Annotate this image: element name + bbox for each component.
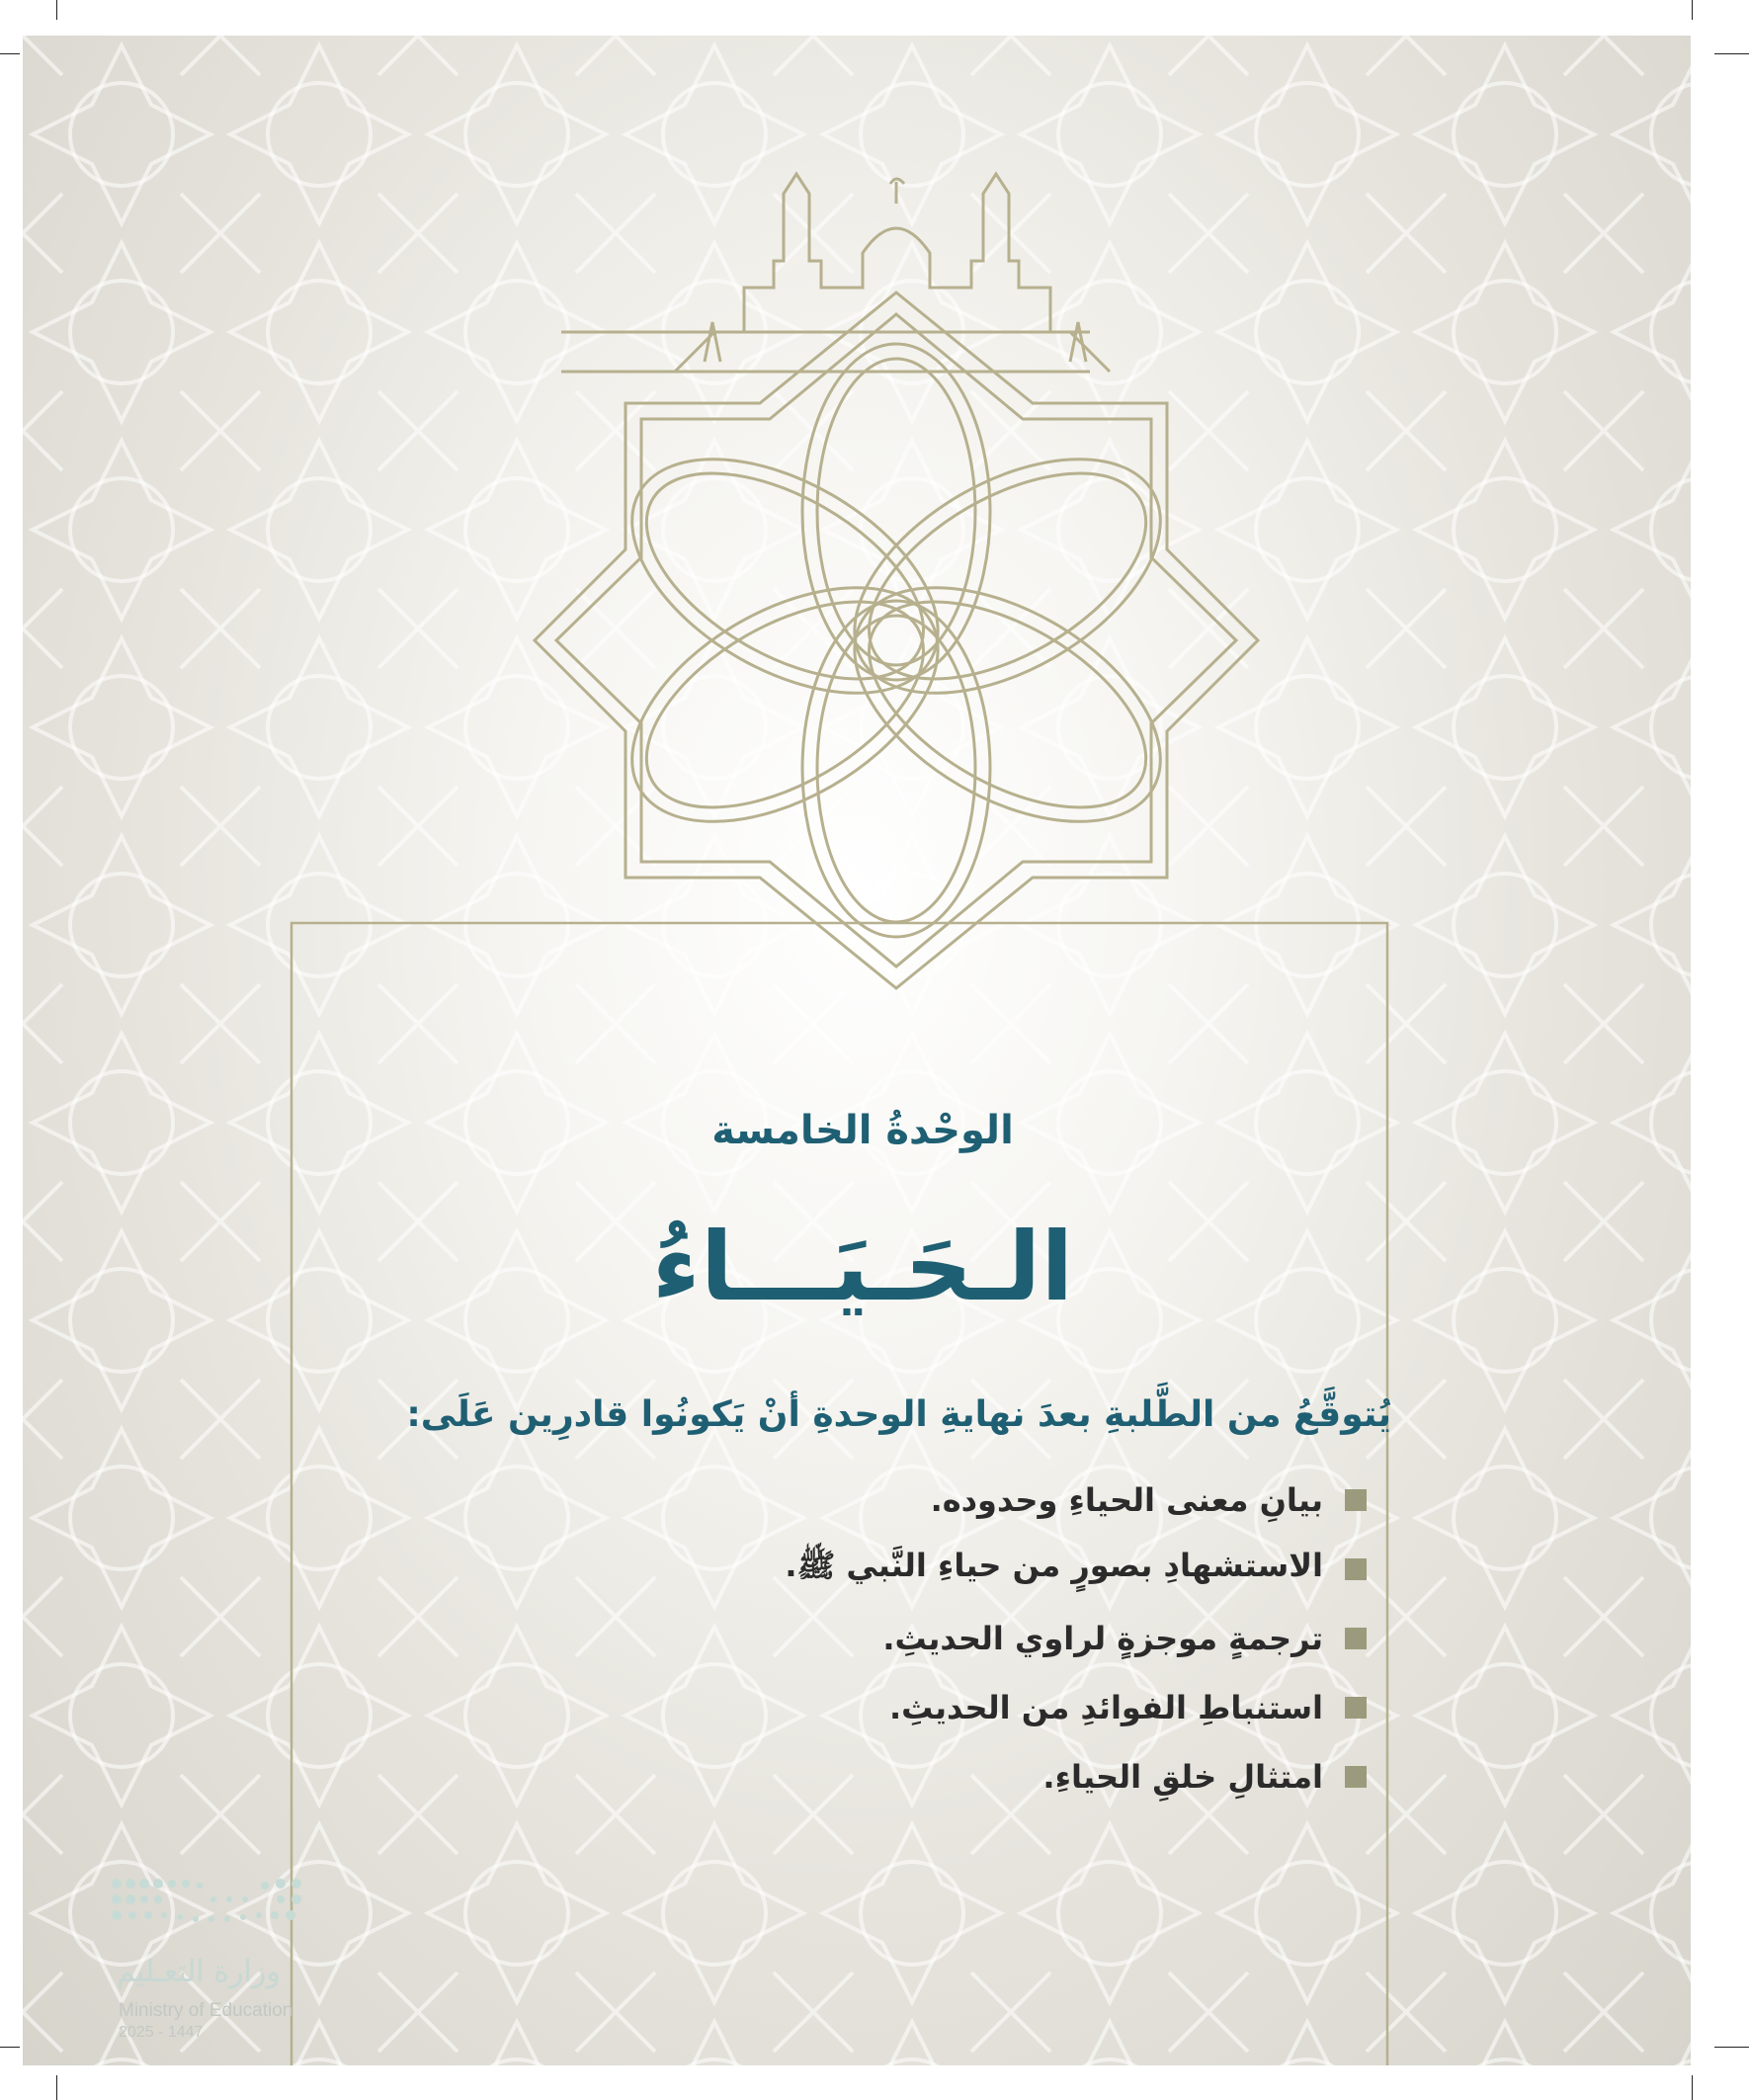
objective-text: الاستشهادِ بصورٍ من حياءِ النَّبي ﷺ. bbox=[785, 1547, 1323, 1584]
trim-mark-bottom-right-v bbox=[1692, 2075, 1693, 2100]
trim-mark-top-left-h bbox=[0, 53, 20, 54]
square-bullet-icon bbox=[1345, 1628, 1367, 1649]
trim-mark-bottom-left-v bbox=[56, 2075, 57, 2100]
objective-item bbox=[497, 1750, 1367, 1804]
square-bullet-icon bbox=[1345, 1766, 1367, 1788]
ministry-name-english: Ministry of Education bbox=[119, 2000, 293, 2021]
trim-mark-top-right-v bbox=[1692, 0, 1693, 20]
objective-item bbox=[497, 1473, 1367, 1527]
ministry-name-arabic: وزارة التعـليم bbox=[117, 1955, 281, 1989]
ministry-dot-logo-icon bbox=[97, 1874, 324, 1933]
objective-item bbox=[497, 1612, 1367, 1665]
trim-mark-bottom-left-h bbox=[0, 2047, 20, 2048]
objective-item bbox=[497, 1681, 1367, 1734]
trim-mark-top-left-v bbox=[56, 0, 57, 20]
unit-cover-page bbox=[23, 36, 1691, 2065]
objective-text: ترجمةٍ موجزةٍ لراوي الحديثِ. bbox=[882, 1620, 1323, 1657]
objective-item bbox=[497, 1543, 1367, 1596]
ministry-edition-year: 2025 - 1447 bbox=[119, 2024, 204, 2041]
unit-number-label: الوحْدةُ الخامسة bbox=[711, 1108, 1014, 1153]
square-bullet-icon bbox=[1345, 1489, 1367, 1511]
objective-text: امتثالِ خلقِ الحياءِ. bbox=[1042, 1758, 1323, 1796]
square-bullet-icon bbox=[1345, 1558, 1367, 1580]
trim-mark-top-right-h bbox=[1714, 53, 1749, 54]
objectives-intro: يُتوقَّعُ من الطَّلبةِ بعدَ نهايةِ الوحدةِ أنْ يَكونُوا قادرِين عَلَى: bbox=[406, 1394, 1391, 1435]
trim-mark-bottom-right-h bbox=[1714, 2047, 1749, 2048]
square-bullet-icon bbox=[1345, 1697, 1367, 1719]
objective-text: استنباطِ الفوائدِ من الحديثِ. bbox=[888, 1689, 1323, 1726]
objectives-list bbox=[497, 1473, 1367, 1819]
unit-title: الـحَـيَـــاءُ bbox=[651, 1212, 1074, 1322]
objective-text: بيانِ معنى الحياءِ وحدوده. bbox=[930, 1481, 1323, 1519]
